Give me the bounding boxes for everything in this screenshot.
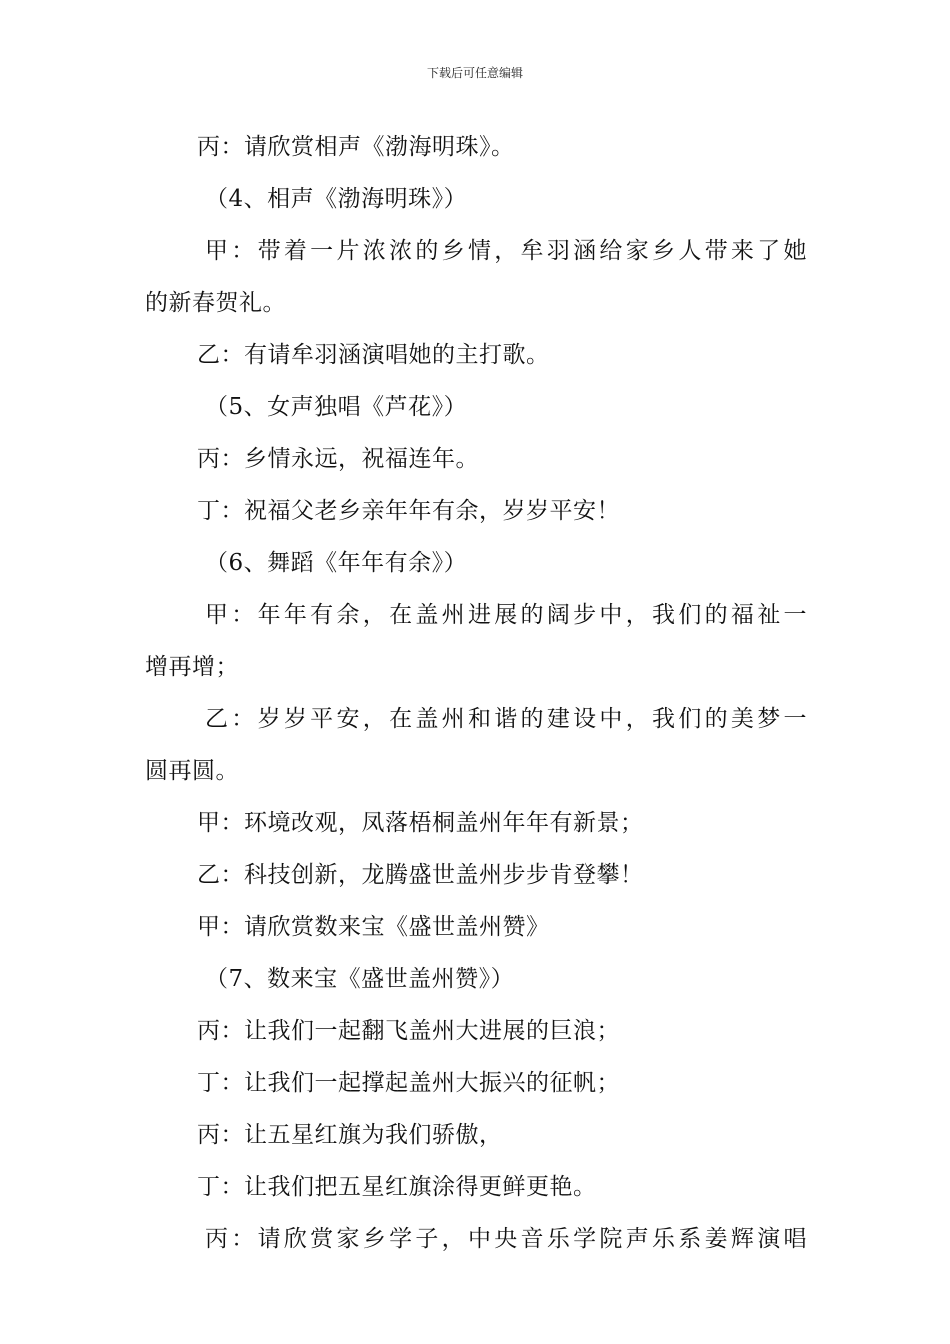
- text-line: 甲：环境改观，凤落梧桐盖州年年有新景；: [197, 810, 644, 836]
- text-line: （6、舞蹈《年年有余》）: [205, 550, 468, 576]
- text-line: （4、相声《渤海明珠》）: [205, 186, 468, 212]
- text-line: 丙：乡情永远，祝福连年。: [197, 446, 479, 472]
- text-line: （5、女声独唱《芦花》）: [205, 394, 468, 420]
- text-line: 丙：请欣赏家乡学子，中央音乐学院声乐系姜辉演唱: [205, 1226, 807, 1252]
- text-line: 丁：祝福父老乡亲年年有余，岁岁平安！: [197, 498, 620, 524]
- text-line: （7、数来宝《盛世盖州赞》）: [205, 966, 515, 992]
- text-line: 丁：让我们把五星红旗涂得更鲜更艳。: [197, 1174, 597, 1200]
- text-line: 甲：年年有余，在盖州进展的阔步中，我们的福祉一: [205, 602, 807, 628]
- text-line: 丙：请欣赏相声《渤海明珠》。: [197, 134, 515, 160]
- text-line: 乙：有请牟羽涵演唱她的主打歌。: [197, 342, 550, 368]
- text-line: 丙：让我们一起翻飞盖州大进展的巨浪；: [197, 1018, 620, 1044]
- text-line: 乙：岁岁平安，在盖州和谐的建设中，我们的美梦一: [205, 706, 807, 732]
- document-body: [145, 130, 807, 1274]
- text-line: 圆再圆。: [145, 758, 239, 784]
- text-line: 的新春贺礼。: [145, 290, 286, 316]
- text-line: 丁：让我们一起撑起盖州大振兴的征帆；: [197, 1070, 620, 1096]
- text-line: 增再增；: [145, 654, 239, 680]
- text-line: 甲：请欣赏数来宝《盛世盖州赞》: [197, 914, 550, 940]
- page-header: 下载后可任意编辑: [426, 66, 523, 80]
- text-line: 甲：带着一片浓浓的乡情，牟羽涵给家乡人带来了她: [205, 238, 807, 264]
- text-line: 乙：科技创新，龙腾盛世盖州步步肯登攀！: [197, 862, 644, 888]
- text-line: 丙：让五星红旗为我们骄傲，: [197, 1122, 503, 1148]
